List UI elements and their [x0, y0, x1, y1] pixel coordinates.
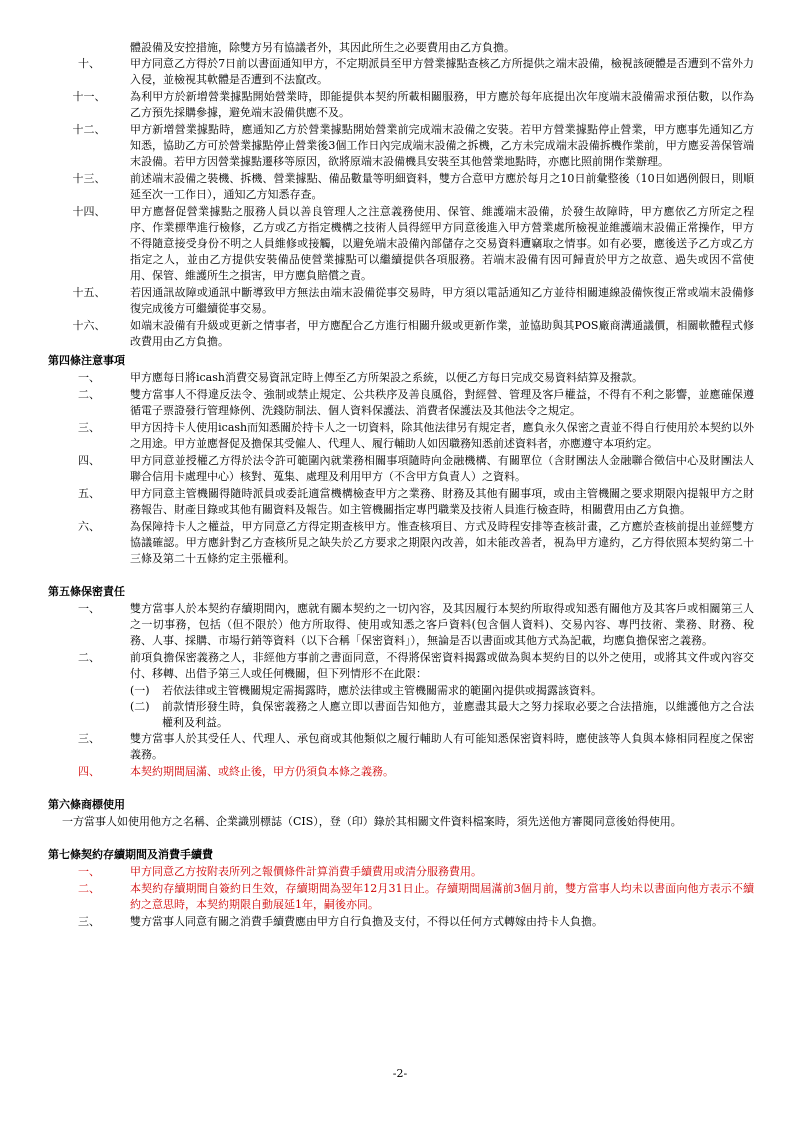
article-4-clause-6 [48, 519, 754, 567]
clause-text: 甲方因持卡人使用icash而知悉關於持卡人之一切資料，除其他法律另有規定者，應負永久保密之責並不得自行使用於本契約以外之用途。甲方並應督促及擔保其受僱人、代理人、履行輔助人如因職務知悉前述資料者，亦應遵守本項約定。 [130, 421, 754, 450]
clause-number: 二、 [78, 651, 100, 664]
clause-number: 四、 [78, 765, 100, 778]
article-5-clause-2 [48, 650, 754, 682]
clause-number: 十二、 [72, 123, 106, 136]
clause-text: 雙方當事人同意有關之消費手續費應由甲方自行負擔及支付，不得以任何方式轉嫁由持卡人負擔。 [130, 915, 603, 928]
clause-text: 本契約期間屆滿、或終止後，甲方仍須負本條之義務。 [130, 765, 394, 778]
article-5-clause-3 [48, 731, 754, 763]
article-4-clause-3 [48, 420, 754, 452]
clause-text: 本契約存續期間自簽約日生效，存續期間為翌年12月31日止。存續期間屆滿前3個月前，雙方當事人均未以書面向他方表示不續約之意思時，本契約期限自動展延1年，嗣後亦同。 [130, 882, 754, 911]
contract-page [48, 40, 754, 931]
clause-number: 二、 [78, 882, 100, 895]
clause-text: 雙方當事人於其受任人、代理人、承包商或其他類似之履行輔助人有可能知悉保密資料時，應使該等人負與本條相同程度之保密義務。 [130, 732, 754, 761]
clause-number: 三、 [78, 421, 100, 434]
clause-number: 四、 [78, 454, 100, 467]
clause-text: 甲方同意乙方得於7日前以書面通知甲方，不定期派員至甲方營業據點查核乙方所提供之端末設備，檢視該硬體是否遭到不當外力入侵，並檢視其軟體是否遭到不法竄改。 [130, 57, 754, 86]
article-6-text: 一方當事人如使用他方之名稱、企業識別標誌（CIS），登（印）錄於其相關文件資料檔案時，須先送他方審閱同意後始得使用。 [62, 815, 682, 828]
article-5-clause-1 [48, 601, 754, 649]
clause-text: 為利甲方於新增營業據點開始營業時，即能提供本契約所載相關服務，甲方應於每年底提出次年度端末設備需求預估數，以作為乙方預先採購參據，避免端末設備供應不及。 [130, 90, 754, 119]
article-4-clause-2 [48, 387, 754, 419]
clause-number: 二、 [78, 388, 100, 401]
clause-number: 十六、 [72, 319, 106, 332]
page-number: -2- [392, 1067, 408, 1080]
clause-text: 甲方同意並授權乙方得於法令許可範圍內就業務相關事項隨時向金融機構、有關單位（含財團法人金融聯合徵信中心及財團法人聯合信用卡處理中心）核對、蒐集、處理及利用甲方（不含甲方負責人）之資料。 [130, 454, 754, 483]
clause-text: 前述端末設備之裝機、拆機、營業據點、備品數量等明細資料，雙方合意甲方應於每月之10日前彙整後（10日如遇例假日，則順延至次一工作日），通知乙方知悉存查。 [130, 172, 754, 201]
article-5-clause-4 [48, 764, 754, 780]
clause-11 [48, 89, 754, 121]
clause-text: 甲方新增營業據點時，應通知乙方於營業據點開始營業前完成端末設備之安裝。若甲方營業據點停止營業，甲方應事先通知乙方知悉，協助乙方可於營業據點停止營業後3個工作日內完成端末設備之拆機，乙方未完成端末設備拆機作業前，甲方應妥善保管端末設備。若甲方因營業據點遷移等原因，欲將原端末設備機具安裝至其他營業地點時，亦應比照前開作業辦理。 [130, 123, 754, 168]
clause-15 [48, 285, 754, 317]
clause-number: 十一、 [72, 90, 106, 103]
clause-text: 如端末設備有升級或更新之情事者，甲方應配合乙方進行相關升級或更新作業，並協助與其POS廠商溝通議價，相關軟體程式修改費用由乙方負擔。 [130, 319, 754, 348]
clause-text: 為保障持卡人之權益，甲方同意乙方得定期查核甲方。惟查核項目、方式及時程安排等查核計畫，乙方應於查核前提出並經雙方協議確認。甲方應針對乙方查核所見之缺失於乙方要求之期限內改善，如未能改善者，視為甲方違約，乙方得依照本契約第二十三條及第二十五條約定主張權利。 [130, 520, 754, 565]
clause-number: 一、 [78, 602, 100, 615]
clause-text: 甲方應督促營業據點之服務人員以善良管理人之注意義務使用、保管、維護端末設備，於發生故障時，甲方應依乙方所定之程序、作業標準進行檢修，乙方或乙方指定機構之技術人員得經甲方同意後進入甲方營業處所檢視並維護端末設備正常操作，甲方不得隨意接受身份不明之人員維修或接觸，以避免端末設備內部儲存之交易資料遭竊取之情事。如有必要，應後送予乙方或乙方指定之人，並由乙方提供安裝備品使營業據點可以繼續提供各項服務。若端末設備有因可歸責於甲方之故意、過失或因不當使用、保管、維護所生之損害，甲方應負賠償之責。 [130, 205, 754, 282]
article-4-clause-1 [48, 370, 754, 386]
clause-text: 甲方同意主管機關得隨時派員或委託適當機構檢查甲方之業務、財務及其他有關事項，或由主管機關之要求期限內提報甲方之財務報告、財產目錄或其他有關資料及報告。如主管機關指定專門職業及技術人員進行檢查時，相關費用由乙方負擔。 [130, 487, 754, 516]
article-4-clause-5 [48, 486, 754, 518]
clause-number: 一、 [78, 371, 100, 384]
article-5-heading: 第五條保密責任 [48, 585, 125, 598]
clause-number: 五、 [78, 487, 100, 500]
clause-text: 前項負擔保密義務之人，非經他方事前之書面同意，不得將保密資料揭露或做為與本契約目的以外之使用，或將其文件或內容交付、移轉、出借予第三人或任何機關，但下列情形不在此限： [130, 651, 754, 680]
clause-number: 十四、 [72, 205, 106, 218]
subclause-number: (二) [130, 700, 150, 713]
article-5-subclause-1 [48, 683, 754, 699]
continued-paragraph: 體設備及安控措施，除雙方另有協議者外，其因此所生之必要費用由乙方負擔。 [130, 41, 515, 54]
clause-number: 一、 [78, 865, 100, 878]
clause-number: 十三、 [72, 172, 106, 185]
article-6-heading: 第六條商標使用 [48, 798, 125, 811]
clause-number: 六、 [78, 520, 100, 533]
clause-12 [48, 122, 754, 170]
article-7-clause-2 [48, 881, 754, 913]
article-7-clause-3 [48, 914, 754, 930]
subclause-text: 前款情形發生時，負保密義務之人應立即以書面告知他方，並應盡其最大之努力採取必要之合法措施，以維護他方之合法權利及利益。 [162, 700, 754, 729]
clause-13 [48, 171, 754, 203]
clause-text: 雙方當事人於本契約存續期間內，應就有關本契約之一切內容，及其因履行本契約所取得或知悉有關他方及其客戶或相關第三人之一切事務，包括（但不限於）他方所取得、使用或知悉之客戶資料(包含個人資料)、交易內容、專門技術、業務、財務、稅務、人事、採購、市場行銷等資料（以下合稱「保密資料」），無論是否以書面或其他方式為記載，均應負擔保密之義務。 [130, 602, 754, 647]
clause-10 [48, 56, 754, 88]
clause-text: 甲方同意乙方按附表所列之報價條件計算消費手續費用或清分服務費用。 [130, 865, 482, 878]
article-4-clause-4 [48, 453, 754, 485]
clause-number: 十五、 [72, 286, 106, 299]
article-7-clause-1 [48, 864, 754, 880]
subclause-text: 若依法律或主管機關規定需揭露時，應於法律或主管機關需求的範圍內提供或揭露該資料。 [162, 684, 602, 697]
subclause-number: (一) [130, 684, 150, 697]
article-5-subclause-2 [48, 699, 754, 731]
clause-text: 甲方應每日將icash消費交易資訊定時上傳至乙方所架設之系統，以便乙方每日完成交易資料結算及撥款。 [130, 371, 643, 384]
clause-number: 三、 [78, 915, 100, 928]
clause-16 [48, 318, 754, 350]
clause-number: 十、 [78, 57, 100, 70]
clause-number: 三、 [78, 732, 100, 745]
clause-14 [48, 204, 754, 284]
clause-text: 若因通訊故障或通訊中斷導致甲方無法由端末設備從事交易時，甲方須以電話通知乙方並待相關連線設備恢復正常或端末設備修復完成後方可繼續從事交易。 [130, 286, 754, 315]
article-7-heading: 第七條契約存續期間及消費手續費 [48, 848, 213, 861]
clause-text: 雙方當事人不得違反法令、強制或禁止規定、公共秩序及善良風俗，對經營、管理及客戶權益，不得有不利之影響，並應確保遵循電子票證發行管理條例、洗錢防制法、個人資料保護法、消費者保護法及其他法令之規定。 [130, 388, 754, 417]
article-4-heading: 第四條注意事項 [48, 354, 125, 367]
